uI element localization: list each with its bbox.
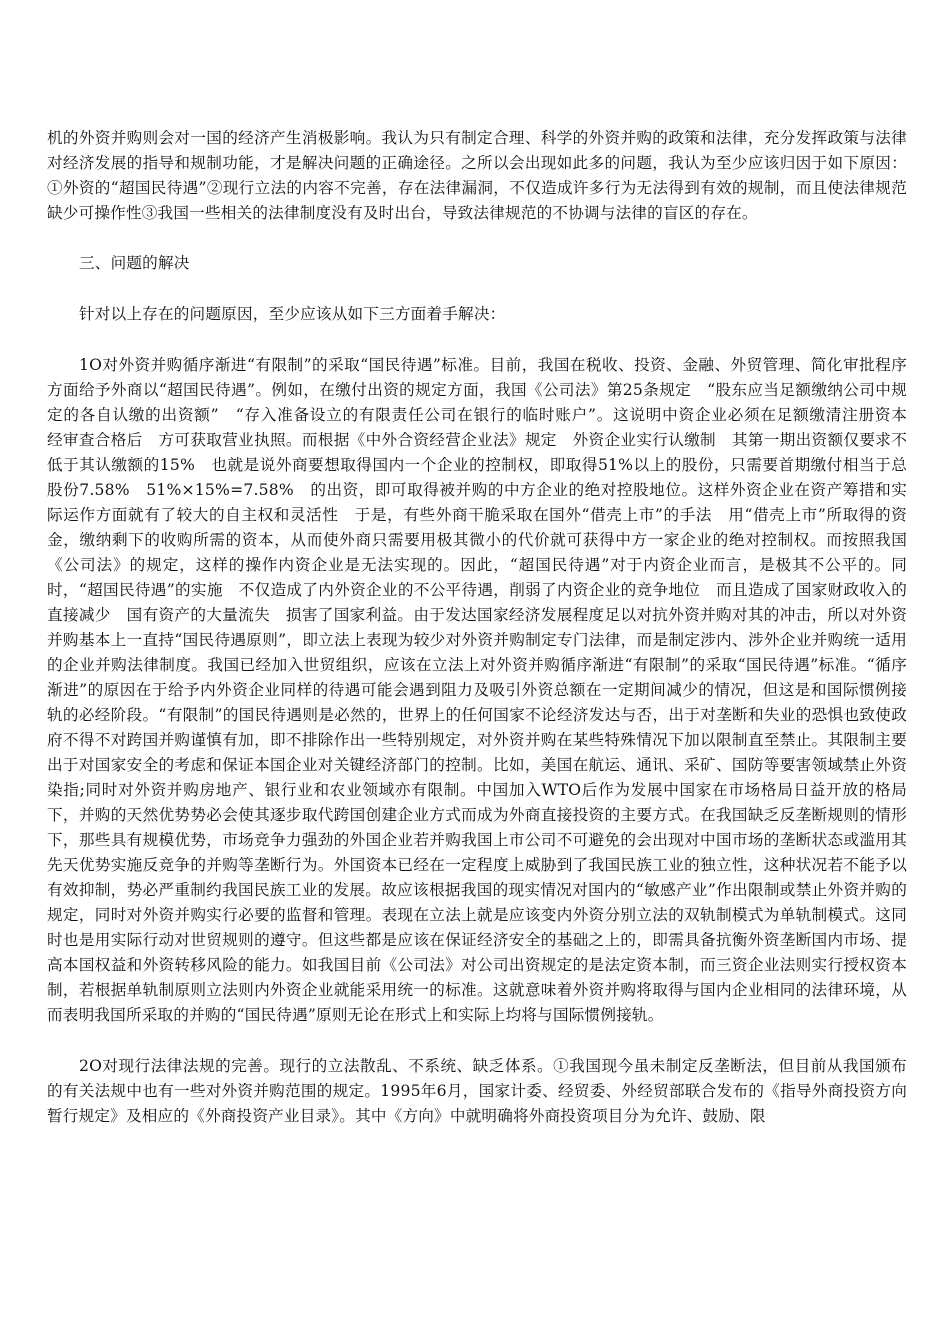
section-heading: 三、问题的解决 [79, 254, 190, 272]
paragraph-point-1: 1O对外资并购循序渐进“有限制”的采取“国民待遇”标准。目前，我国在税收、投资、金融、外贸管理、简化审批程序方面给予外商以“超国民待遇”。例如，在缴付出资的规定方面，我国《公司法》第25条规定 “股东应当足额缴纳公司中规定的各自认缴的出资额” “存入准备设立的有限责任公司在银行的临时账户”。这说明中资企业必须在足额缴清注册资本 经审查合格后 方可获取营业执照。而根据《中外合资经营企业法》规定 外资企业实行认缴制 其第一期出资额仅要求不低于其认缴额的15% 也就是说外商要想取得国内一个企业的控制权，即取得51%以上的股份，只需要首期缴付相当于总股份7.58% 51%×15%=7.58% 的出资，即可取得被并购的中方企业的绝对控股地位。这样外资企业在资产筹措和实际运作方面就有了较大的自主权和灵活性 于是，有些外商干脆采取在国外“借壳上市”的手法 用“借壳上市”所取得的资金，缴纳剩下的收购所需的资本，从而使外商只需要用极其微小的代价就可获得中方一家企业的绝对控制权。而按照我国《公司法》的规定，这样的操作内资企业是无法实现的。因此，“超国民待遇”对于内资企业而言，是极其不公平的。同时，“超国民待遇”的实施 不仅造成了内外资企业的不公平待遇，削弱了内资企业的竞争地位 而且造成了国家财政收入的直接减少 国有资产的大量流失 损害了国家利益。由于发达国家经济发展程度足以对抗外资并购对其的冲击，所以对外资并购基本上一直持“国民待遇原则”，即立法上表现为较少对外资并购制定专门法律，而是制定涉内、涉外企业并购统一适用的企业并购法律制度。我国已经加入世贸组织，应该在立法上对外资并购循序渐进“有限制”的采取“国民待遇”标准。“循序渐进”的原因在于给予内外资企业同样的待遇可能会遇到阻力及吸引外资总额在一定期间减少的情况，但这是和国际惯例接轨的必经阶段。“有限制”的国民待遇则是必然的，世界上的任何国家不论经济发达与否，出于对垄断和失业的恐惧也致使政府不得不对跨国并购谨慎有加，即不排除作出一些特别规定，对外资并购在某些特殊情况下加以限制直至禁止。其限制主要出于对国家安全的考虑和保证本国企业对关键经济部门的控制。比如，美国在航运、通讯、采矿、国防等要害领域禁止外资染指;同时对外资并购房地产、银行业和农业领域亦有限制。中国加入WTO后作为发展中国家在市场格局日益开放的格局下，并购的天然优势势必会使其逐步取代跨国创建企业方式而成为外商直接投资的主要方式。在我国缺乏反垄断规则的情形下，那些具有规模优势，市场竞争力强劲的外国企业若并购我国上市公司不可避免的会出现对中国市场的垄断状态或滥用其先天优势实施反竞争的并购等垄断行为。外国资本已经在一定程度上威胁到了我国民族工业的独立性，这种状况若不能予以有效抑制，势必严重制约我国民族工业的发展。故应该根据我国的现实情况对国内的“敏感产业”作出限制或禁止外资并购的规定，同时对外资并购实行必要的监督和管理。表现在立法上就是应该变内外资分别立法的双轨制模式为单轨制模式。这同时也是用实际行动对世贸规则的遵守。但这些都是应该在保证经济安全的基础之上的，即需具备抗衡外资垄断国内市场、提高本国权益和外资转移风险的能力。如我国目前《公司法》对公司出资规定的是法定资本制，而三资企业法则实行授权资本制，若根据单轨制原则立法则内外资企业就能采用统一的标准。这就意味着外资并购将取得与国内企业相同的法律环境，从而表明我国所采取的并购的“国民待遇”原则无论在形式上和实际上均将与国际惯例接轨。 [47, 356, 923, 1024]
paragraph-point-2: 2O对现行法律法规的完善。现行的立法散乱、不系统、缺乏体系。①我国现今虽未制定反垄断法，但目前从我国颁布的有关法规中也有一些对外资并购范围的规定。1995年6月，国家计委、经贸委、外经贸部联合发布的《指导外商投资方向暂行规定》及相应的《外商投资产业目录》。其中《方向》中就明确将外商投资项目分为允许、鼓励、限 [47, 1057, 907, 1125]
document-body [47, 126, 923, 1129]
paragraph-intro-continuation: 机的外资并购则会对一国的经济产生消极影响。我认为只有制定合理、科学的外资并购的政策和法律，充分发挥政策与法律对经济发展的指导和规制功能，才是解决问题的正确途径。之所以会出现如此多的问题，我认为至少应该归因于如下原因：①外资的“超国民待遇”②现行立法的内容不完善，存在法律漏洞，不仅造成许多行为无法得到有效的规制，而且使法律规范缺少可操作性③我国一些相关的法律制度没有及时出台，导致法律规范的不协调与法律的盲区的存在。 [47, 129, 907, 222]
paragraph-lead: 针对以上存在的问题原因，至少应该从如下三方面着手解决： [79, 305, 506, 323]
